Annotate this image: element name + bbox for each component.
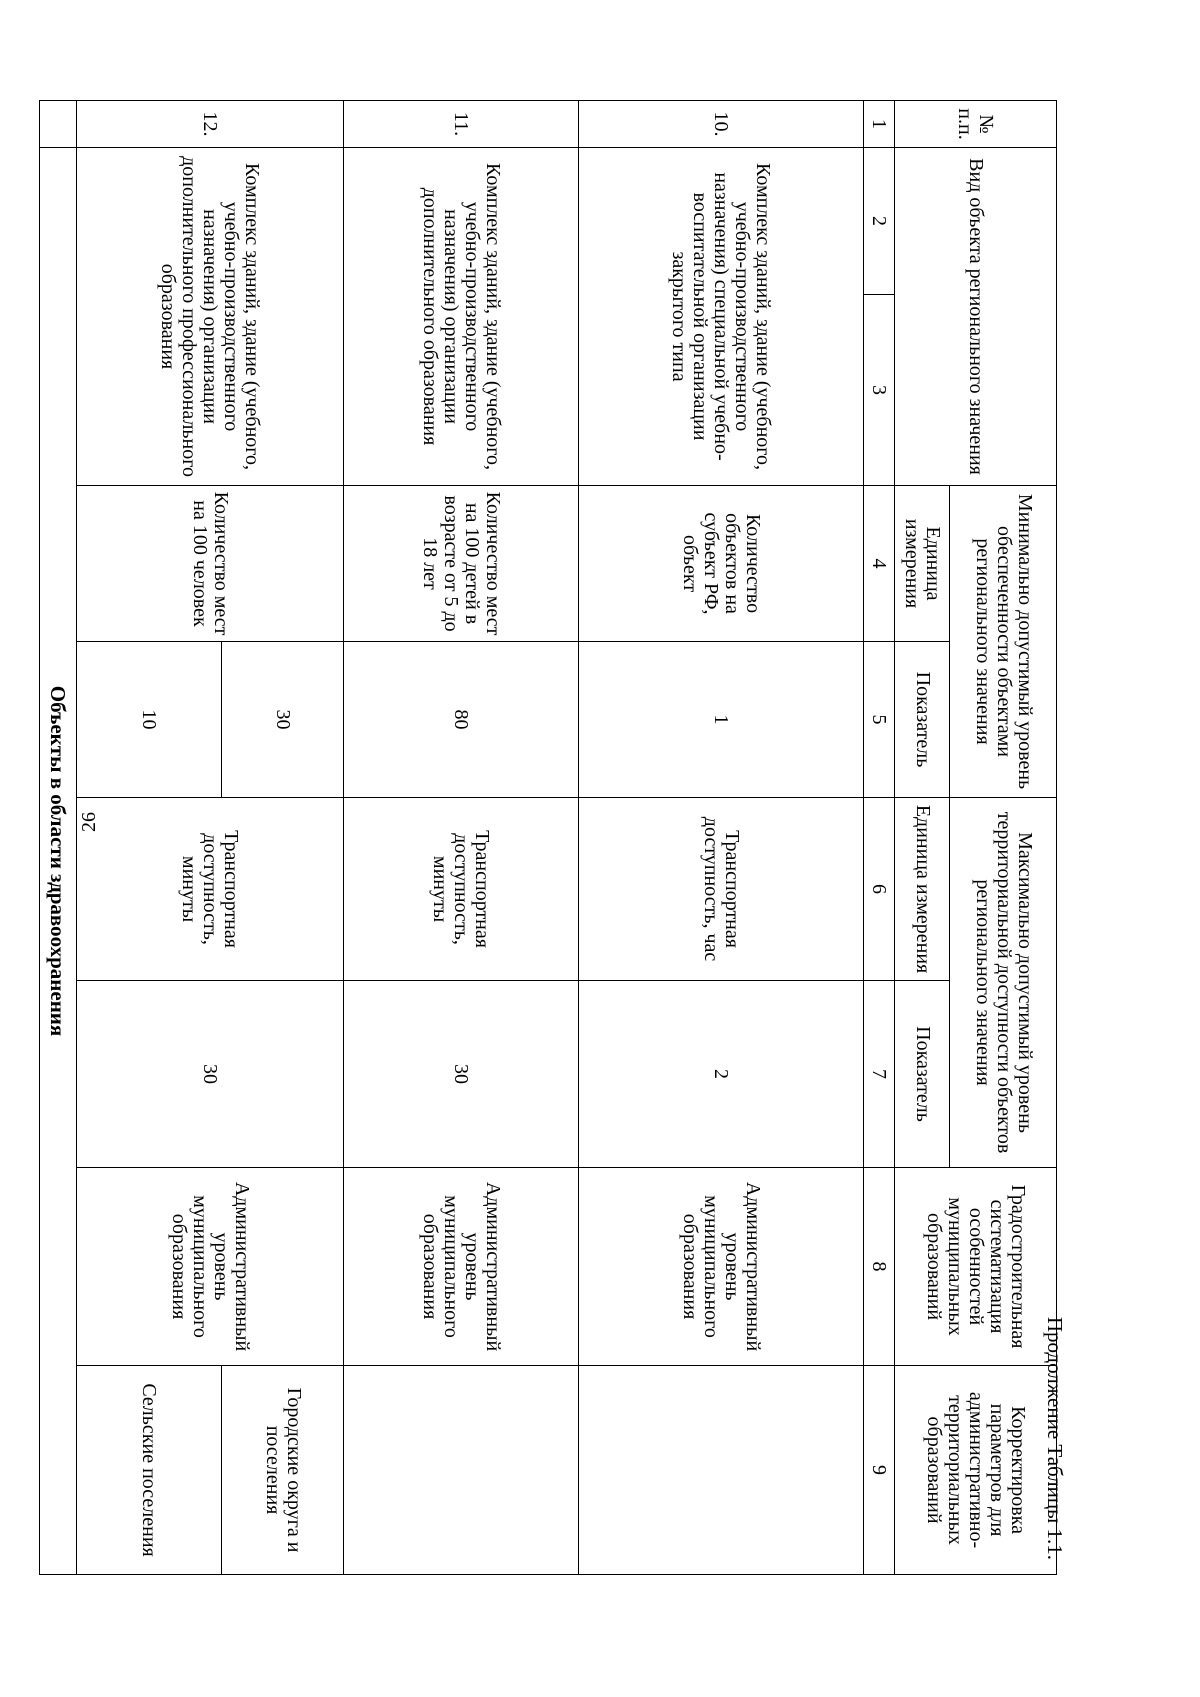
colnum-9: 9 bbox=[863, 1366, 894, 1575]
column-number-row bbox=[863, 101, 894, 1575]
colnum-1: 1 bbox=[863, 101, 894, 148]
header-min-unit: Единица измерения bbox=[894, 486, 950, 642]
colnum-7: 7 bbox=[863, 981, 894, 1168]
row-max-value: 2 bbox=[578, 981, 863, 1168]
row-num: 11. bbox=[344, 101, 578, 148]
section-row bbox=[40, 101, 77, 1575]
header-systematization: Градостроительная систематизация особенностей муниципальных образований bbox=[894, 1168, 1056, 1366]
section-spacer bbox=[40, 101, 77, 148]
table-continuation-caption: Продолжение Таблицы 1.1. bbox=[1043, 1316, 1067, 1560]
table-row bbox=[222, 101, 344, 1575]
colnum-3: 3 bbox=[863, 295, 894, 486]
header-correction: Корректировка параметров для административно-территориальных образований bbox=[894, 1366, 1056, 1575]
page-number: 26 bbox=[78, 812, 100, 832]
row-kind: Комплекс зданий, здание (учебного, учебно-производственного назначения) организации дополнительного профессионального образования bbox=[76, 148, 344, 486]
row-max-value: 30 bbox=[344, 981, 578, 1168]
row-kind: Комплекс зданий, здание (учебного, учебно-производственного назначения) специальной учебно-воспитательной организации закрытого типа bbox=[578, 148, 863, 486]
section-title: Объекты в области здравоохранения bbox=[40, 148, 77, 1575]
row-max-unit: Транспортная доступность, час bbox=[578, 798, 863, 981]
header-max-indicator: Показатель bbox=[894, 981, 950, 1168]
row-correction-a: Городские округа и поселения bbox=[222, 1366, 344, 1575]
row-level: Административный уровень муниципального образования bbox=[578, 1168, 863, 1366]
row-level: Административный уровень муниципального образования bbox=[344, 1168, 578, 1366]
colnum-2: 2 bbox=[863, 148, 894, 295]
header-max-unit: Единица измерения bbox=[894, 798, 950, 981]
header-kind: Вид объекта регионального значения bbox=[894, 148, 1056, 486]
row-min-value: 80 bbox=[344, 642, 578, 798]
row-max-unit: Транспортная доступность, минуты bbox=[76, 798, 344, 981]
table-row bbox=[344, 101, 578, 1575]
row-level: Административный уровень муниципального образования bbox=[76, 1168, 344, 1366]
header-min-group: Минимально допустимый уровень обеспеченности объектами регионального значения bbox=[950, 486, 1057, 798]
colnum-5: 5 bbox=[863, 642, 894, 798]
row-min-value-b: 10 bbox=[76, 642, 221, 798]
colnum-8: 8 bbox=[863, 1168, 894, 1366]
row-num: 12. bbox=[76, 101, 344, 148]
colnum-6: 6 bbox=[863, 798, 894, 981]
table-row bbox=[578, 101, 863, 1575]
row-correction bbox=[578, 1366, 863, 1575]
row-min-unit: Количество мест на 100 детей в возрасте от 5 до 18 лет bbox=[344, 486, 578, 642]
row-kind: Комплекс зданий, здание (учебного, учебно-производственного назначения) организации дополнительного образования bbox=[344, 148, 578, 486]
row-max-value: 30 bbox=[76, 981, 344, 1168]
header-num: № п.п. bbox=[894, 101, 1056, 148]
row-min-value: 1 bbox=[578, 642, 863, 798]
row-min-value-a: 30 bbox=[222, 642, 344, 798]
row-min-unit: Количество объектов на субъект РФ, объект bbox=[578, 486, 863, 642]
row-max-unit: Транспортная доступность, минуты bbox=[344, 798, 578, 981]
row-correction bbox=[344, 1366, 578, 1575]
header-max-group: Максимально допустимый уровень территориальной доступности объектов регионального значения bbox=[950, 798, 1057, 1168]
header-min-indicator: Показатель bbox=[894, 642, 950, 798]
row-min-unit: Количество мест на 100 человек bbox=[76, 486, 344, 642]
colnum-4: 4 bbox=[863, 486, 894, 642]
regional-objects-table bbox=[39, 100, 1057, 1575]
row-num: 10. bbox=[578, 101, 863, 148]
row-correction-b: Сельские поселения bbox=[76, 1366, 221, 1575]
header-row-1 bbox=[950, 101, 1057, 1575]
